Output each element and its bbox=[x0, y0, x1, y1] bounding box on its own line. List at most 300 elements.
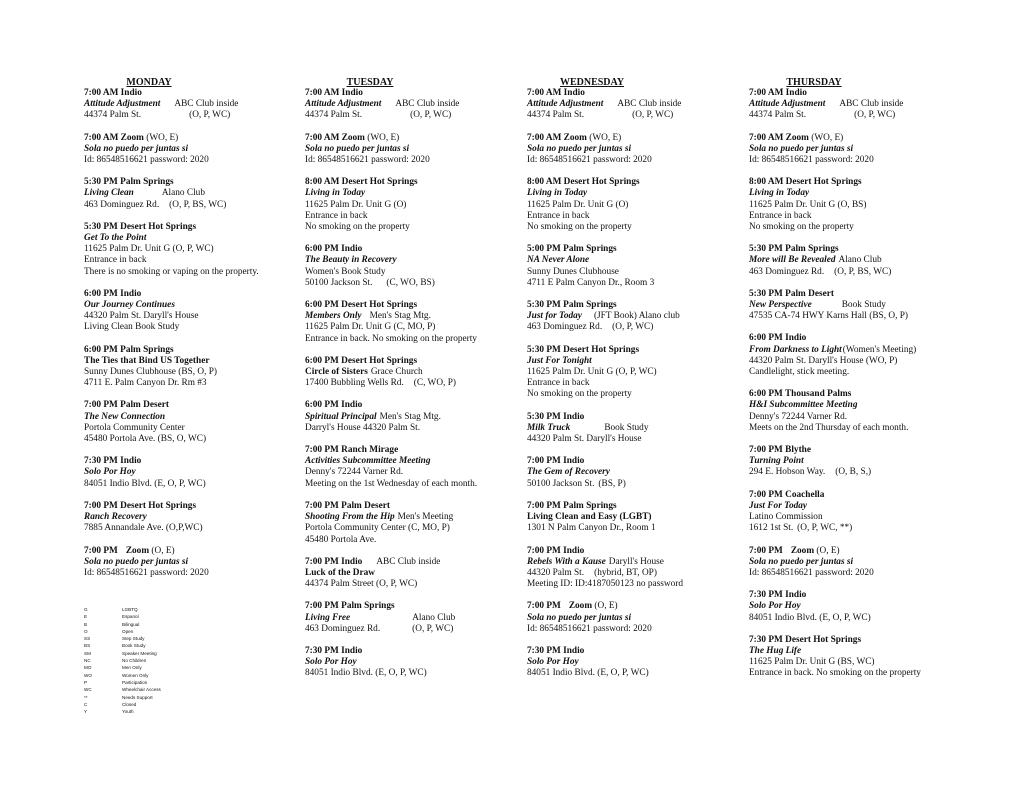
meeting-detail-line bbox=[527, 624, 757, 635]
meeting-entry bbox=[749, 244, 979, 278]
meeting-time-location: 7:00 PM Ranch Mirage bbox=[305, 445, 399, 456]
meeting-name-line bbox=[305, 188, 535, 199]
meeting-entry bbox=[305, 133, 535, 167]
meeting-name-line bbox=[527, 657, 757, 668]
meeting-detail: 45480 Portola Ave. bbox=[305, 534, 377, 545]
meeting-name: Attitude Adjustment bbox=[84, 99, 161, 110]
meeting-entry bbox=[305, 557, 535, 591]
meeting-extra: (O, P, WC) bbox=[612, 322, 654, 333]
meeting-name-line bbox=[749, 557, 979, 568]
legend-description: Men Only bbox=[122, 665, 142, 671]
meeting-entry bbox=[305, 244, 535, 289]
meeting-name: Members Only bbox=[305, 311, 362, 322]
meeting-detail: No smoking on the property bbox=[305, 222, 410, 233]
meeting-time-location-line bbox=[527, 646, 757, 657]
meeting-detail-line bbox=[305, 267, 535, 278]
meeting-name-line bbox=[305, 412, 535, 423]
meeting-time-location-line bbox=[527, 133, 757, 144]
meeting-detail: 45480 Portola Ave. (BS, O, WC) bbox=[84, 434, 207, 445]
meeting-extra: ABC Club inside bbox=[174, 99, 239, 110]
meeting-time-location-line bbox=[527, 501, 757, 512]
meeting-detail-line bbox=[84, 434, 314, 445]
meeting-name-line bbox=[527, 557, 757, 568]
meeting-time-location-line bbox=[749, 133, 979, 144]
meeting-time-location: 7:00 PM Coachella bbox=[749, 489, 825, 500]
day-header: TUESDAY bbox=[346, 77, 394, 88]
meeting-detail: 11625 Palm Dr. Unit G (O, P, WC) bbox=[527, 367, 657, 378]
meeting-name: New Perspective bbox=[749, 300, 812, 311]
meeting-detail-line bbox=[84, 200, 314, 211]
meeting-detail: Living Clean Book Study bbox=[84, 322, 180, 333]
meeting-detail-line bbox=[527, 211, 757, 222]
meeting-detail: 44374 Palm St. bbox=[749, 110, 807, 121]
legend-row bbox=[84, 686, 224, 693]
meeting-detail-line bbox=[527, 479, 757, 490]
meeting-detail-line bbox=[527, 200, 757, 211]
legend-code: O bbox=[84, 628, 88, 634]
meeting-detail: Entrance in back. No smoking on the property bbox=[749, 668, 921, 679]
meeting-extra: Grace Church bbox=[370, 367, 423, 378]
legend-row bbox=[84, 708, 224, 715]
meeting-entry bbox=[305, 646, 535, 680]
meeting-extra: Book Study bbox=[841, 300, 886, 311]
meeting-name-line bbox=[305, 99, 535, 110]
meeting-detail-line bbox=[84, 479, 314, 490]
meeting-extra: (C, WO, P) bbox=[413, 378, 456, 389]
meeting-detail-line bbox=[84, 255, 314, 266]
meeting-detail-line bbox=[749, 412, 979, 423]
meeting-detail: 44374 Palm St. bbox=[84, 110, 142, 121]
meeting-name: The Hug Life bbox=[749, 645, 802, 656]
meeting-time-location-line bbox=[84, 501, 314, 512]
meeting-name-line bbox=[305, 456, 535, 467]
meeting-name: Just For Today bbox=[749, 500, 808, 511]
meeting-name-line bbox=[527, 512, 757, 523]
meeting-time-location: 5:30 PM Palm Springs bbox=[749, 244, 839, 255]
meeting-time-location: 7:00 AM Indio bbox=[84, 88, 142, 98]
legend-row bbox=[84, 679, 224, 686]
meeting-detail-line bbox=[305, 378, 535, 389]
meeting-detail-line bbox=[749, 613, 979, 624]
meeting-time-location: 7:00 AM Zoom bbox=[527, 132, 587, 143]
meeting-detail: No smoking on the property bbox=[527, 389, 632, 400]
meeting-detail-line bbox=[84, 367, 314, 378]
meeting-entry bbox=[527, 345, 757, 401]
meeting-name: Solo Por Hoy bbox=[749, 601, 801, 612]
legend-description: Needs Support bbox=[122, 694, 153, 700]
meeting-entry bbox=[527, 88, 757, 122]
meeting-time-location: 6:00 PM Palm Springs bbox=[84, 344, 174, 355]
meeting-detail-line bbox=[305, 334, 535, 345]
meeting-extra: (O, B, S,) bbox=[835, 467, 872, 478]
meeting-name-line bbox=[749, 345, 979, 356]
meeting-name: From Darkness to Light bbox=[749, 344, 842, 355]
meeting-entry bbox=[749, 546, 979, 580]
meeting-name-line bbox=[749, 601, 979, 612]
meeting-time-location: 7:00 PM Desert Hot Springs bbox=[84, 500, 197, 511]
meeting-detail: Entrance in back. No smoking on the property bbox=[305, 333, 477, 344]
meeting-detail-line bbox=[305, 668, 535, 679]
meeting-format-codes: (O, E) bbox=[814, 545, 840, 556]
meeting-time-location: 6:00 PM Thousand Palms bbox=[749, 389, 852, 400]
meeting-format-codes: (WO, E) bbox=[586, 132, 622, 143]
meeting-detail: Women's Book Study bbox=[305, 266, 386, 277]
meeting-name: Solo Por Hoy bbox=[527, 657, 579, 668]
meeting-name: Living Clean and Easy (LGBT) bbox=[527, 512, 652, 523]
meeting-entry bbox=[527, 244, 757, 289]
meeting-detail: Denny's 72244 Varner Rd. bbox=[749, 411, 848, 422]
meeting-time-location-line bbox=[84, 546, 314, 557]
legend-code: MO bbox=[84, 665, 92, 671]
meeting-time-location-line bbox=[305, 133, 535, 144]
meeting-extra: (O, P, WC) bbox=[854, 110, 896, 121]
meeting-name-line bbox=[84, 233, 314, 244]
meeting-time-location-line bbox=[305, 88, 535, 99]
legend-code: NC bbox=[84, 658, 91, 664]
day-header: THURSDAY bbox=[786, 77, 842, 88]
meeting-detail: Entrance in back bbox=[305, 210, 368, 221]
meeting-entry bbox=[749, 635, 979, 680]
legend-description: LGBTQ bbox=[122, 607, 138, 612]
meeting-detail: Sunny Dunes Clubhouse bbox=[527, 266, 619, 277]
meeting-name-line bbox=[84, 300, 314, 311]
legend-code: ** bbox=[84, 694, 88, 700]
meeting-detail: 463 Dominguez Rd. bbox=[305, 623, 381, 634]
meeting-name: Attitude Adjustment bbox=[527, 99, 604, 110]
meeting-time-location-line bbox=[305, 557, 535, 568]
meeting-time-location: 7:00 AM Zoom bbox=[749, 132, 809, 143]
meeting-detail: Entrance in back bbox=[527, 378, 590, 389]
meeting-entry bbox=[84, 456, 314, 490]
meeting-name-line bbox=[305, 512, 535, 523]
meeting-time-location: 8:00 AM Desert Hot Springs bbox=[305, 177, 418, 188]
meeting-name-line bbox=[749, 188, 979, 199]
meeting-name-line bbox=[749, 300, 979, 311]
meeting-entry bbox=[749, 590, 979, 624]
meeting-name: The New Connection bbox=[84, 411, 166, 422]
meeting-detail: Entrance in back bbox=[749, 210, 812, 221]
meeting-time-location-line bbox=[749, 546, 979, 557]
meeting-detail: 47535 CA-74 HWY Karns Hall (BS, O, P) bbox=[749, 311, 908, 322]
meeting-time-location-line bbox=[749, 490, 979, 501]
meeting-detail-line bbox=[305, 624, 535, 635]
meeting-detail-line bbox=[527, 278, 757, 289]
meeting-detail: Entrance in back bbox=[527, 210, 590, 221]
meeting-name-line bbox=[84, 512, 314, 523]
meeting-detail: 17400 Bubbling Wells Rd. bbox=[305, 378, 404, 389]
meeting-time-location-line bbox=[305, 445, 535, 456]
meeting-time-location-line bbox=[749, 389, 979, 400]
legend-row bbox=[84, 650, 224, 657]
meeting-extra: Alano Club bbox=[412, 612, 456, 623]
meeting-time-location: 6:00 PM Indio bbox=[305, 244, 363, 255]
legend-description: Book Study bbox=[122, 643, 146, 649]
meeting-time-location: 8:00 AM Desert Hot Springs bbox=[749, 177, 862, 188]
meeting-time-location-line bbox=[749, 289, 979, 300]
legend-code: C bbox=[84, 701, 88, 707]
day-header: MONDAY bbox=[126, 77, 172, 88]
meeting-detail-line bbox=[527, 267, 757, 278]
legend-description: Step Study bbox=[122, 636, 145, 642]
meeting-name: Sola no puedo per juntas si bbox=[527, 143, 632, 154]
meeting-detail-line bbox=[749, 512, 979, 523]
meeting-name-line bbox=[527, 467, 757, 478]
meeting-extra: (O, P, WC) bbox=[412, 623, 454, 634]
legend-code: P bbox=[84, 679, 88, 685]
legend-description: Speaker Meeting bbox=[122, 650, 157, 656]
meeting-detail-line bbox=[84, 523, 314, 534]
meeting-name: Sola no puedo per juntas si bbox=[527, 612, 632, 623]
meeting-entry bbox=[527, 501, 757, 535]
meeting-detail-line bbox=[84, 110, 314, 121]
meeting-time-location-line bbox=[749, 333, 979, 344]
meeting-entry bbox=[527, 177, 757, 233]
meeting-detail: Id: 86548516621 password: 2020 bbox=[84, 155, 209, 166]
legend-description: Open bbox=[122, 628, 134, 634]
meeting-detail-line bbox=[527, 579, 757, 590]
meeting-name-line bbox=[527, 356, 757, 367]
meeting-time-location: 6:00 PM Indio bbox=[305, 400, 363, 411]
meeting-detail-line bbox=[305, 322, 535, 333]
meeting-name: Living Clean bbox=[84, 188, 134, 199]
meeting-name: Attitude Adjustment bbox=[749, 99, 826, 110]
meeting-detail: 44374 Palm St. bbox=[305, 110, 363, 121]
meeting-detail-line bbox=[84, 423, 314, 434]
meeting-time-location-line bbox=[527, 244, 757, 255]
meeting-detail: 44320 Palm St. Daryll's House bbox=[527, 434, 642, 445]
meeting-name-line bbox=[84, 557, 314, 568]
meeting-name: The Gem of Recovery bbox=[527, 467, 610, 478]
meeting-extra: (Women's Meeting) bbox=[842, 344, 917, 355]
meeting-detail-line bbox=[749, 311, 979, 322]
meeting-extra: (C, WO, BS) bbox=[386, 277, 435, 288]
meeting-name: Activities Subcommittee Meeting bbox=[305, 456, 431, 467]
legend-code: WC bbox=[84, 687, 92, 693]
meeting-detail: 44374 Palm Street (O, P, WC) bbox=[305, 579, 418, 590]
meeting-time-location-line bbox=[527, 300, 757, 311]
meeting-time-location-line bbox=[84, 222, 314, 233]
legend-code: SM bbox=[84, 650, 91, 656]
meeting-time-location: 7:00 PM Indio bbox=[305, 556, 363, 567]
meeting-entry bbox=[527, 646, 757, 680]
meeting-name-line bbox=[527, 423, 757, 434]
meeting-detail-line bbox=[84, 378, 314, 389]
meeting-name: Living in Today bbox=[305, 188, 366, 199]
meeting-time-location: 5:30 PM Indio bbox=[527, 411, 585, 422]
meeting-detail-line bbox=[305, 467, 535, 478]
meeting-time-location-line bbox=[84, 345, 314, 356]
meeting-entry bbox=[749, 389, 979, 434]
meeting-name-line bbox=[749, 456, 979, 467]
meeting-detail-line bbox=[749, 211, 979, 222]
meeting-time-location-line bbox=[84, 456, 314, 467]
meeting-name-line bbox=[84, 188, 314, 199]
meeting-name-line bbox=[305, 367, 535, 378]
meeting-time-location: 7:00 AM Zoom bbox=[84, 132, 144, 143]
meeting-format-codes: (WO, E) bbox=[143, 132, 179, 143]
meeting-extra: Men's Stag Mtg. bbox=[369, 311, 431, 322]
meeting-entry bbox=[84, 222, 314, 278]
legend-row bbox=[84, 635, 224, 642]
legend-row bbox=[84, 701, 224, 708]
meeting-name: Sola no puedo per juntas si bbox=[84, 143, 189, 154]
meeting-detail-line bbox=[749, 200, 979, 211]
meeting-name-line bbox=[527, 99, 757, 110]
meeting-format-codes: (WO, E) bbox=[808, 132, 844, 143]
meeting-name: Milk Truck bbox=[527, 422, 571, 433]
meeting-time-location-line bbox=[84, 289, 314, 300]
meeting-detail: 463 Dominguez Rd. bbox=[527, 322, 603, 333]
meeting-detail: 11625 Palm Dr. Unit G (O, P, WC) bbox=[84, 244, 214, 255]
zoom-label: Zoom bbox=[568, 601, 593, 612]
meeting-detail: Id: 86548516621 password: 2020 bbox=[84, 567, 209, 578]
meeting-name-line bbox=[84, 356, 314, 367]
meeting-time-location: 7:00 AM Indio bbox=[305, 88, 363, 98]
meeting-detail: 11625 Palm Dr. Unit G (C, MO, P) bbox=[305, 322, 436, 333]
meeting-entry bbox=[749, 133, 979, 167]
meeting-time-location: 5:30 PM Palm Springs bbox=[84, 177, 174, 188]
meeting-time-location: 7:30 PM Indio bbox=[84, 456, 142, 467]
meeting-detail: 11625 Palm Dr. Unit G (O, BS) bbox=[749, 199, 867, 210]
meeting-time-location-line bbox=[527, 546, 757, 557]
meeting-detail: Id: 86548516621 password: 2020 bbox=[749, 567, 874, 578]
meeting-entry bbox=[527, 133, 757, 167]
meeting-extra: (O, P, BS, WC) bbox=[834, 266, 892, 277]
monday-column bbox=[84, 77, 314, 590]
meeting-time-location: 5:30 PM Palm Springs bbox=[527, 300, 617, 311]
meeting-detail-line bbox=[305, 423, 535, 434]
meeting-entry bbox=[305, 400, 535, 434]
meeting-detail-line bbox=[527, 322, 757, 333]
meeting-detail: Meeting on the 1st Wednesday of each month. bbox=[305, 478, 478, 489]
meeting-time-location-line bbox=[527, 601, 757, 612]
legend-description: Youth bbox=[122, 709, 134, 715]
meeting-entry bbox=[305, 501, 535, 546]
meeting-entry bbox=[305, 601, 535, 635]
meeting-entry bbox=[305, 445, 535, 490]
legend-row bbox=[84, 672, 224, 679]
meeting-detail-line bbox=[527, 668, 757, 679]
legend-row bbox=[84, 642, 224, 649]
meeting-entry bbox=[749, 289, 979, 323]
meeting-detail: 4711 E. Palm Canyon Dr. Rm #3 bbox=[84, 378, 207, 389]
meeting-detail: Id: 86548516621 password: 2020 bbox=[527, 623, 652, 634]
meeting-time-location: 7:00 PM Indio bbox=[527, 456, 585, 467]
meeting-time-location-line bbox=[305, 501, 535, 512]
meeting-time-location-line bbox=[84, 88, 314, 99]
meeting-extra: (hybrid, BT, OP) bbox=[594, 567, 657, 578]
meeting-detail: Id: 86548516621 password: 2020 bbox=[305, 155, 430, 166]
meeting-name: Circle of Sisters bbox=[305, 367, 368, 378]
meeting-extra: (BS, P) bbox=[598, 478, 626, 489]
meeting-detail: 44374 Palm St. bbox=[527, 110, 585, 121]
legend-description: Women Only bbox=[122, 672, 149, 678]
legend-code: E bbox=[84, 614, 88, 620]
meeting-detail-line bbox=[749, 467, 979, 478]
meeting-name-line bbox=[84, 99, 314, 110]
meeting-entry bbox=[749, 177, 979, 233]
meeting-extra: Alano Club bbox=[161, 188, 205, 199]
meeting-detail: 44320 Palm St. Daryll's House (WO, P) bbox=[749, 355, 898, 366]
meeting-detail: 11625 Palm Dr. Unit G (O) bbox=[527, 199, 629, 210]
meeting-detail-line bbox=[749, 267, 979, 278]
meeting-detail-line bbox=[305, 110, 535, 121]
meeting-detail: Id: 86548516621 password: 2020 bbox=[527, 155, 652, 166]
tuesday-column bbox=[305, 77, 535, 691]
meeting-entry bbox=[527, 300, 757, 334]
meeting-detail-line bbox=[84, 322, 314, 333]
meeting-extra: Daryll's House bbox=[608, 556, 664, 567]
meeting-detail-line bbox=[527, 434, 757, 445]
meeting-name-line bbox=[305, 613, 535, 624]
meeting-detail-line bbox=[749, 568, 979, 579]
meeting-name: Living in Today bbox=[749, 188, 810, 199]
meeting-detail: Darryl's House 44320 Palm St. bbox=[305, 422, 421, 433]
meeting-detail: Portola Community Center (C, MO, P) bbox=[305, 523, 450, 534]
meeting-time-location-line bbox=[305, 177, 535, 188]
meeting-name: Sola no puedo per juntas si bbox=[305, 143, 410, 154]
meeting-name: The Ties that Bind US Together bbox=[84, 355, 210, 366]
meeting-time-location: 7:30 PM Indio bbox=[527, 645, 585, 656]
wednesday-column bbox=[527, 77, 757, 691]
meeting-detail-line bbox=[749, 657, 979, 668]
meeting-detail: 44320 Palm St. bbox=[527, 567, 585, 578]
meeting-detail: 294 E. Hobson Way. bbox=[749, 467, 826, 478]
meeting-detail: 7885 Annandale Ave. (O,P,WC) bbox=[84, 523, 203, 534]
meeting-time-location-line bbox=[305, 356, 535, 367]
meeting-extra: (O, P, WC) bbox=[410, 110, 452, 121]
meeting-detail: 11625 Palm Dr. Unit G (O) bbox=[305, 199, 407, 210]
meeting-entry bbox=[84, 501, 314, 535]
meeting-entry bbox=[84, 177, 314, 211]
meeting-detail: There is no smoking or vaping on the property. bbox=[84, 266, 259, 277]
meeting-time-location: 5:30 PM Desert Hot Springs bbox=[527, 344, 640, 355]
meeting-name-line bbox=[749, 400, 979, 411]
meeting-entry bbox=[749, 88, 979, 122]
meeting-extra: Book Study bbox=[604, 422, 649, 433]
meeting-detail-line bbox=[527, 378, 757, 389]
meeting-extra: Men's Stag Mtg. bbox=[379, 411, 441, 422]
meeting-detail-line bbox=[527, 389, 757, 400]
meeting-detail-line bbox=[749, 110, 979, 121]
zoom-label: Zoom bbox=[125, 545, 150, 556]
meeting-time-location: 7:00 PM Palm Springs bbox=[305, 601, 395, 612]
meeting-entry bbox=[305, 177, 535, 233]
meeting-time-location: 7:30 PM Desert Hot Springs bbox=[749, 634, 862, 645]
meeting-detail-line bbox=[305, 523, 535, 534]
legend-code: Y bbox=[84, 709, 88, 715]
meeting-detail-line bbox=[305, 278, 535, 289]
meeting-detail: Meeting ID: ID:4187050123 no password bbox=[527, 579, 683, 590]
meeting-time-location-line bbox=[84, 400, 314, 411]
meeting-name-line bbox=[527, 613, 757, 624]
meeting-detail: 50100 Jackson St. bbox=[305, 277, 373, 288]
meeting-name: Attitude Adjustment bbox=[305, 99, 382, 110]
meeting-name-line bbox=[527, 188, 757, 199]
meeting-detail-line bbox=[84, 267, 314, 278]
meeting-time-location-line bbox=[84, 133, 314, 144]
meeting-detail: 84051 Indio Blvd. (E, O, P, WC) bbox=[305, 668, 427, 679]
day-header: WEDNESDAY bbox=[559, 77, 625, 88]
meeting-name: Luck of the Draw bbox=[305, 567, 375, 578]
meeting-name-line bbox=[527, 255, 757, 266]
meeting-name: Shooting From the Hip bbox=[305, 512, 395, 523]
meeting-time-location: 7:30 PM Indio bbox=[305, 645, 363, 656]
meeting-detail-line bbox=[749, 222, 979, 233]
meeting-entry bbox=[305, 356, 535, 390]
meeting-detail: 463 Dominguez Rd. bbox=[749, 266, 825, 277]
legend-description: Participation bbox=[122, 679, 148, 685]
